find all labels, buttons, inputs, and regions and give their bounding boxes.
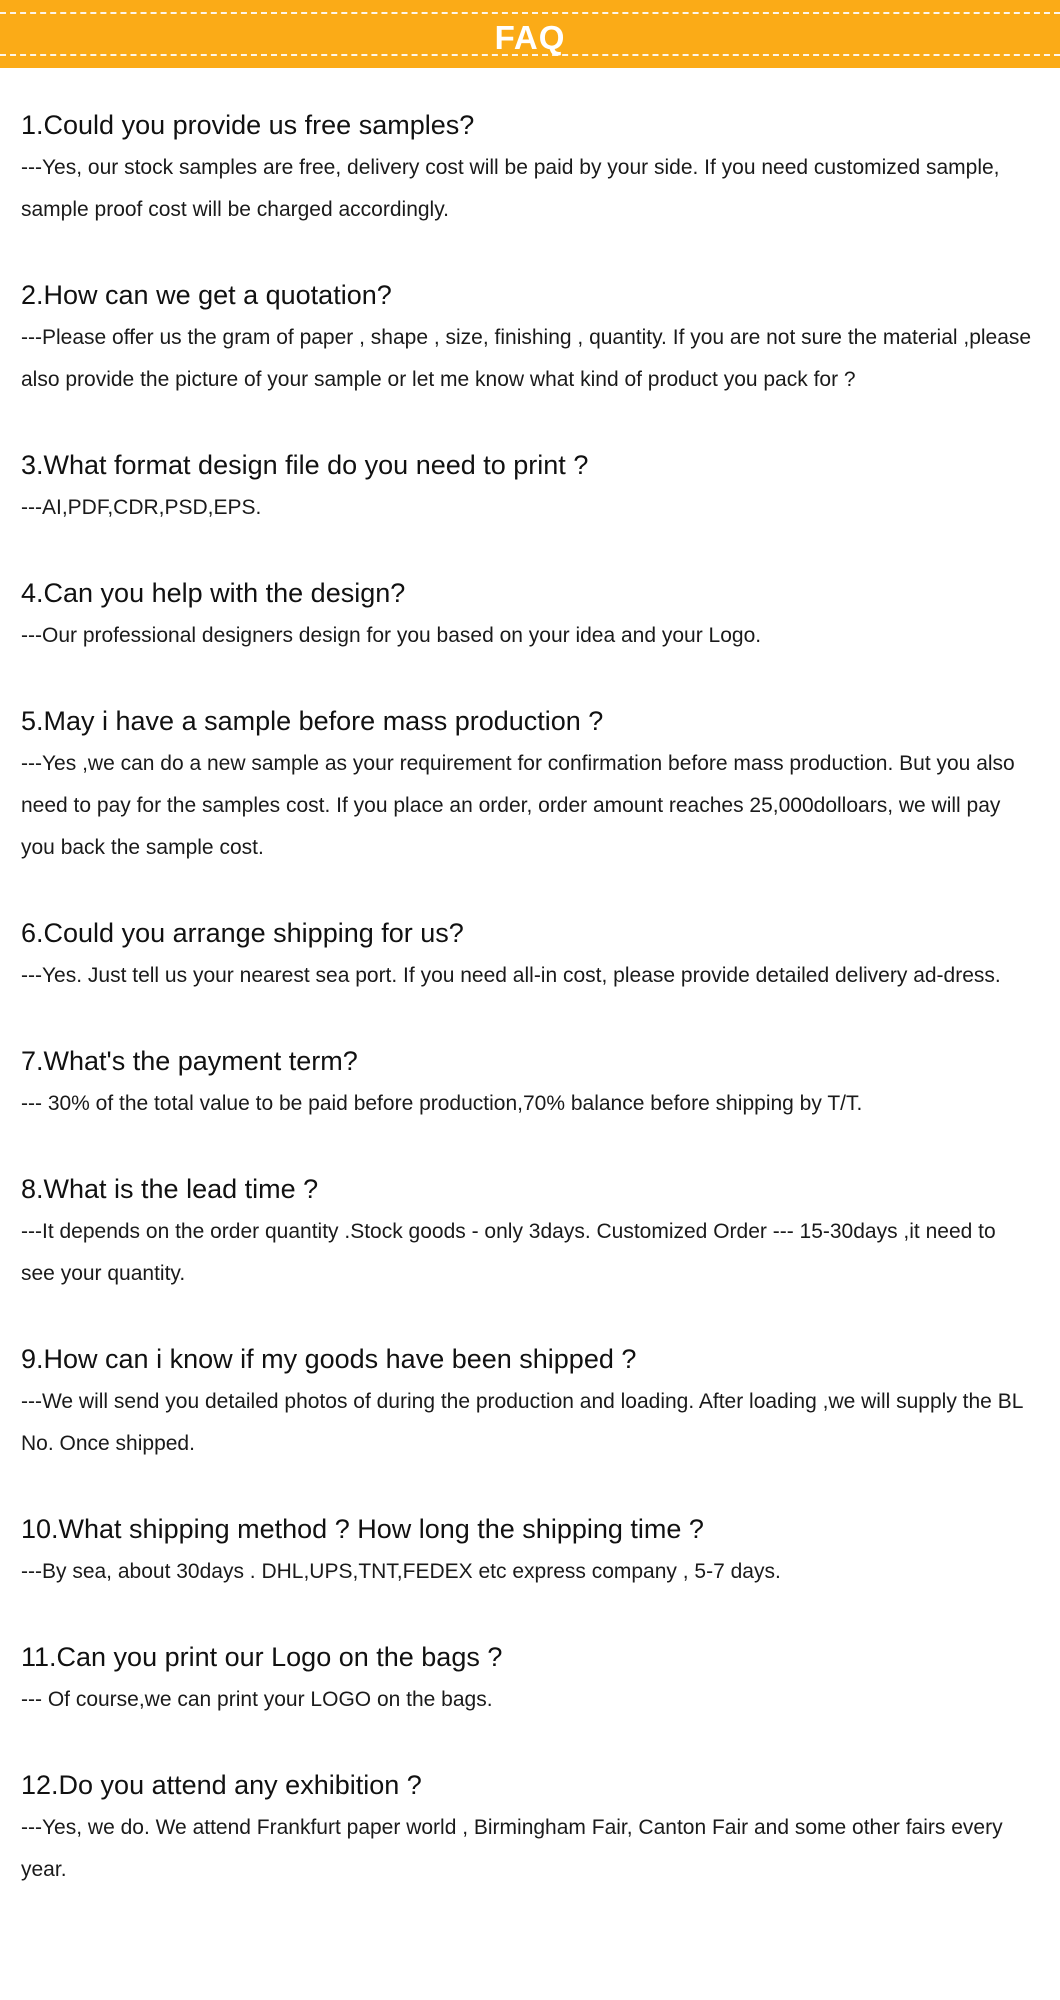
faq-answer: ---By sea, about 30days . DHL,UPS,TNT,FEDEX etc express company , 5-7 days.: [21, 1560, 781, 1583]
faq-answer: ---Yes. Just tell us your nearest sea port. If you need all-in cost, please provide detailed delivery ad-dress.: [21, 964, 1001, 987]
faq-item-1: [21, 105, 1041, 231]
faq-answer: ---Yes, we do. We attend Frankfurt paper world , Birmingham Fair, Canton Fair and some other fairs every year.: [21, 1816, 1003, 1881]
faq-item-6: [21, 913, 1041, 997]
faq-question: 12.Do you attend any exhibition ?: [21, 1770, 422, 1800]
faq-item-9: [21, 1339, 1041, 1465]
faq-answer: ---Yes ,we can do a new sample as your requirement for confirmation before mass production. But you also need to pay for the samples cost. If you place an order, order amount reaches 25,000dolloars, we will pay you back the sample cost.: [21, 752, 1015, 859]
faq-item-8: [21, 1169, 1041, 1295]
faq-answer: --- Of course,we can print your LOGO on the bags.: [21, 1688, 493, 1711]
faq-answer: ---AI,PDF,CDR,PSD,EPS.: [21, 496, 262, 519]
faq-question: 11.Can you print our Logo on the bags ?: [21, 1642, 503, 1672]
faq-question: 10.What shipping method ? How long the shipping time ?: [21, 1514, 704, 1544]
faq-item-4: [21, 573, 1041, 657]
faq-question: 8.What is the lead time ?: [21, 1174, 319, 1204]
faq-answer: ---Our professional designers design for you based on your idea and your Logo.: [21, 624, 762, 647]
faq-question: 2.How can we get a quotation?: [21, 280, 392, 310]
faq-answer: --- 30% of the total value to be paid before production,70% balance before shipping by T/T.: [21, 1092, 863, 1115]
faq-question: 7.What's the payment term?: [21, 1046, 358, 1076]
faq-answer: ---We will send you detailed photos of during the production and loading. After loading ,we will supply the BL No. Once shipped.: [21, 1390, 1023, 1455]
faq-item-7: [21, 1041, 1041, 1125]
faq-answer: ---Please offer us the gram of paper , shape , size, finishing , quantity. If you are not sure the material ,please also provide the picture of your sample or let me know what kind of product you pack for ?: [21, 326, 1032, 391]
page-title: FAQ: [494, 19, 566, 56]
faq-header-bar: [0, 0, 1060, 68]
faq-question: 5.May i have a sample before mass production ?: [21, 706, 604, 736]
faq-item-3: [21, 445, 1041, 529]
faq-item-2: [21, 275, 1041, 401]
faq-list: [21, 105, 1041, 1935]
faq-item-11: [21, 1637, 1041, 1721]
faq-question: 9.How can i know if my goods have been shipped ?: [21, 1344, 637, 1374]
faq-question: 4.Can you help with the design?: [21, 578, 406, 608]
faq-question: 1.Could you provide us free samples?: [21, 110, 475, 140]
faq-item-10: [21, 1509, 1041, 1593]
faq-item-5: [21, 701, 1041, 869]
faq-item-12: [21, 1765, 1041, 1891]
faq-answer: ---It depends on the order quantity .Stock goods - only 3days. Customized Order --- 15-30days ,it need to see your quantity.: [21, 1220, 996, 1285]
faq-question: 3.What format design file do you need to print ?: [21, 450, 589, 480]
faq-question: 6.Could you arrange shipping for us?: [21, 918, 464, 948]
faq-answer: ---Yes, our stock samples are free, delivery cost will be paid by your side. If you need customized sample, sample proof cost will be charged accordingly.: [21, 156, 1000, 221]
